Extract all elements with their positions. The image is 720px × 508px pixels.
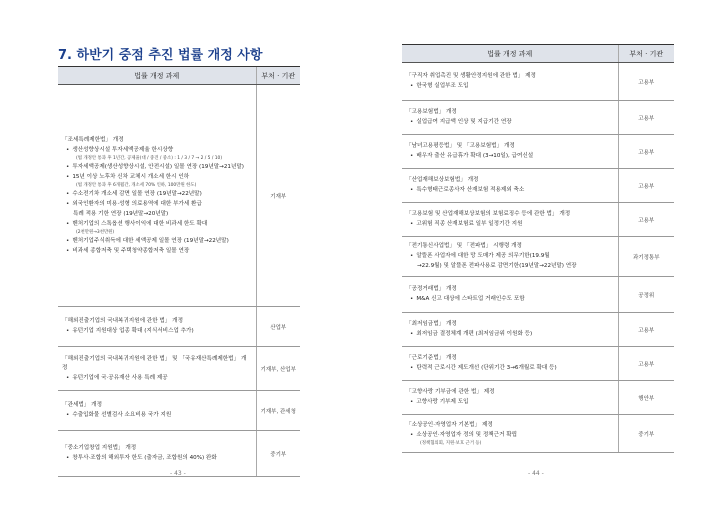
task-item	[406, 430, 614, 440]
column-header-agency: 부처 · 기관	[618, 45, 674, 63]
bullet-icon: •	[66, 247, 70, 254]
task-text: 소상공인·자영업자 정의 및 정책근거 확립	[416, 431, 518, 438]
task-item	[406, 185, 614, 195]
bullet-icon: •	[410, 253, 414, 259]
law-row	[402, 63, 674, 101]
bullet-icon: •	[66, 237, 70, 244]
law-row	[402, 313, 674, 347]
agency-cell: 고용부	[618, 203, 674, 237]
task-text: 비과세 종합저축 및 주택청약종합저축 일몰 연장	[72, 247, 190, 254]
agency-cell: 기재부, 산업부	[256, 347, 300, 391]
law-row	[58, 347, 300, 391]
task-text: 15년 이상 노후차 신차 교체시 개소세 한시 인하	[72, 173, 190, 180]
bullet-icon: •	[66, 173, 70, 180]
task-text: 탄력적 근로시간 제도개선 (단위기간 3→6개월로 확대 등)	[416, 365, 557, 371]
law-task-cell	[402, 169, 618, 203]
law-title: 「구직자 취업촉진 및 생활안정지원에 관한 법」 제정	[406, 73, 536, 79]
law-task-cell	[402, 277, 618, 313]
task-text: 특례 적용 기한 연장 (19년말→20년말)	[73, 210, 169, 217]
bullet-icon: •	[66, 374, 70, 381]
task-item	[62, 189, 252, 199]
task-text: 수출입화물 선별검사 소요비용 국가 지원	[72, 412, 172, 418]
task-text: 벤처기업주식취득에 대한 세액공제 일몰 연장 (19년말→22년말)	[72, 237, 229, 244]
bullet-icon: •	[66, 455, 70, 461]
bullet-icon: •	[66, 220, 70, 227]
task-item	[62, 172, 252, 182]
task-text: (정책협의회, 지원·보호 근거 등)	[420, 440, 482, 446]
task-detail-note	[62, 229, 252, 236]
law-title: 「전기통신사업법」 및 「전파법」 시행령 개정	[406, 243, 522, 249]
bullet-icon: •	[66, 328, 70, 334]
bullet-icon: •	[66, 146, 70, 153]
task-item	[62, 246, 252, 256]
law-row	[402, 101, 674, 135]
law-title: 「해외진출기업의 국내복귀지원에 관한 법」 및 「국유재산특례제한법」 개정	[62, 355, 247, 371]
task-item	[406, 397, 614, 407]
agency-cell: 기재부, 관세청	[256, 391, 300, 431]
agency-cell: 고용부	[618, 313, 674, 347]
law-task-cell	[58, 307, 256, 347]
task-item	[62, 373, 252, 383]
law-title: 「공정거래법」 개정	[406, 286, 457, 292]
law-task-cell	[58, 391, 256, 431]
law-title: 「중소기업창업 지원법」 개정	[62, 445, 137, 451]
law-task-cell	[402, 313, 618, 347]
law-task-cell	[402, 63, 618, 101]
task-text: 특수형태근로종사자 산재보험 적용제외 축소	[416, 187, 525, 193]
task-item	[406, 294, 614, 304]
agency-cell: 고용부	[618, 135, 674, 169]
task-item	[406, 81, 614, 91]
law-row	[58, 391, 300, 431]
law-row	[402, 277, 674, 313]
task-item	[406, 251, 614, 261]
task-item-continuation	[62, 209, 252, 219]
bullet-icon: •	[66, 190, 70, 197]
task-text: 수소전기차 개소세 감면 일몰 연장 (19년말→22년말)	[72, 190, 202, 197]
task-text: 창투사·조합의 해외투자 한도 (출자금, 조합원의 40%) 완화	[72, 455, 217, 461]
agency-cell: 고용부	[618, 101, 674, 135]
agency-cell: 고용부	[618, 169, 674, 203]
law-row	[402, 203, 674, 237]
right-page	[360, 0, 720, 508]
task-text: 알뜰폰 사업자에 대한 망 도매가 제공 의무기한(19.9월	[416, 253, 550, 259]
task-text: →22.9월) 및 알뜰폰 전파사용료 감면기한(19년말→22년말) 연장	[417, 263, 577, 269]
bullet-icon: •	[66, 412, 70, 418]
column-header-task: 법률 개정 과제	[58, 67, 256, 85]
task-item	[62, 145, 252, 155]
bullet-icon: •	[410, 119, 414, 125]
law-row	[402, 415, 674, 453]
law-task-cell	[402, 347, 618, 381]
law-task-cell	[402, 203, 618, 237]
law-row	[402, 169, 674, 203]
agency-cell: 중기부	[618, 415, 674, 453]
task-item-continuation	[406, 261, 614, 271]
bullet-icon: •	[410, 153, 414, 159]
agency-cell: 행안부	[618, 381, 674, 415]
task-text: 배우자 출산 유급휴가 확대 (3→10일), 급여신설	[416, 153, 534, 159]
law-row	[58, 307, 300, 347]
task-detail-note	[62, 155, 252, 162]
task-item	[406, 151, 614, 161]
law-row	[58, 85, 300, 307]
bullet-icon: •	[410, 365, 414, 371]
task-item	[62, 219, 252, 229]
task-item	[406, 363, 614, 373]
column-header-task: 법률 개정 과제	[402, 45, 618, 63]
task-item	[406, 329, 614, 339]
task-text: 유턴기업 지원대상 업종 확대 (지식서비스업 추가)	[72, 328, 194, 334]
law-task-cell	[402, 101, 618, 135]
task-text: 유턴기업에 국·공유재산 사용 특례 제공	[72, 374, 168, 381]
page-number: - 43 -	[170, 470, 186, 477]
task-item	[406, 219, 614, 229]
bullet-icon: •	[410, 83, 414, 89]
task-text: 한국형 실업부조 도입	[416, 83, 469, 89]
bullet-icon: •	[66, 163, 70, 170]
bullet-icon: •	[410, 431, 414, 438]
task-detail-note	[406, 440, 614, 447]
task-text: 고향사랑 기부제 도입	[416, 399, 469, 405]
law-task-cell	[402, 381, 618, 415]
task-item	[62, 453, 252, 463]
law-title: 「고용보험 및 산업재해보상보험의 보험료징수 등에 관한 법」 개정	[406, 211, 571, 217]
task-text: (법 개정안 통과 후 1년간, 공제율(대 / 중견 / 중소) : 1 / 3 / 7 → 2 / 5 / 10)	[76, 155, 223, 161]
law-row	[402, 381, 674, 415]
task-text: 생산성향상시설 투자세액공제율 한시상향	[72, 146, 174, 153]
law-revision-table-right	[402, 44, 674, 453]
task-text: M&A 신고 대상에 스타트업 거래인수도 포함	[416, 296, 525, 302]
task-text: (법 개정안 통과 후 6개월간, 개소세 70% 인하, 100만원 한도)	[76, 182, 197, 188]
agency-cell: 중기부	[256, 431, 300, 477]
bullet-icon: •	[66, 200, 70, 207]
law-task-cell	[58, 85, 256, 307]
law-title: 「해외진출기업의 국내복귀지원에 관한 법」 개정	[62, 318, 183, 324]
law-title: 「남녀고용평등법」 및 「고용보험법」 개정	[406, 143, 515, 149]
task-text: 외국인환자의 미용·성형 의료용역에 대한 부가세 환급	[72, 200, 202, 207]
law-task-cell	[58, 347, 256, 391]
bullet-icon: •	[410, 187, 414, 193]
task-detail-note	[62, 182, 252, 189]
task-item	[62, 236, 252, 246]
agency-cell: 기재부	[256, 85, 300, 307]
task-text: 벤처기업의 스톡옵션 행사이익에 대한 비과세 한도 확대	[72, 220, 208, 227]
column-header-agency: 부처 · 기관	[256, 67, 300, 85]
law-title: 「고향사랑 기부금에 관한 법」 제정	[406, 389, 495, 395]
law-revision-table-left	[58, 66, 300, 477]
law-title: 「산업재해보상보험법」 개정	[406, 177, 479, 183]
task-item	[62, 199, 252, 209]
law-task-cell	[402, 415, 618, 453]
law-task-cell	[402, 135, 618, 169]
task-item	[62, 326, 252, 336]
agency-cell: 산업부	[256, 307, 300, 347]
law-title: 「최저임금법」 개정	[406, 321, 457, 327]
law-row	[402, 237, 674, 277]
law-title: 「관세법」 개정	[62, 402, 102, 408]
task-text: 실업급여 지급액 인상 및 지급기간 연장	[416, 119, 512, 125]
task-text: 고위험 직종 산재보험료 일부 일정기간 지원	[416, 221, 523, 227]
section-title: 7. 하반기 중점 추진 법률 개정 사항	[58, 48, 263, 63]
bullet-icon: •	[410, 399, 414, 405]
law-task-cell	[58, 431, 256, 477]
bullet-icon: •	[410, 331, 414, 337]
law-row	[402, 135, 674, 169]
task-item	[406, 117, 614, 127]
bullet-icon: •	[410, 221, 414, 227]
agency-cell: 고용부	[618, 347, 674, 381]
task-text: 투자세액공제(생산성향상시설, 안전시설) 일몰 연장 (19년말→21년말)	[72, 163, 244, 170]
page-number: - 44 -	[528, 470, 544, 477]
task-item	[62, 410, 252, 420]
law-title: 「소상공인·자영업자 기본법」 제정	[406, 421, 493, 428]
agency-cell: 공정위	[618, 277, 674, 313]
law-title: 「근로기준법」 개정	[406, 355, 457, 361]
task-text: (2천만원→3천만원)	[76, 229, 115, 235]
task-item	[62, 162, 252, 172]
agency-cell: 과기정통부	[618, 237, 674, 277]
bullet-icon: •	[410, 296, 414, 302]
law-title: 「조세특례제한법」 개정	[62, 136, 124, 143]
law-row	[402, 347, 674, 381]
law-title: 「고용보험법」 개정	[406, 109, 457, 115]
task-text: 최저임금 결정체계 개편 (최저임금위 이원화 등)	[416, 331, 533, 337]
law-task-cell	[402, 237, 618, 277]
agency-cell: 고용부	[618, 63, 674, 101]
